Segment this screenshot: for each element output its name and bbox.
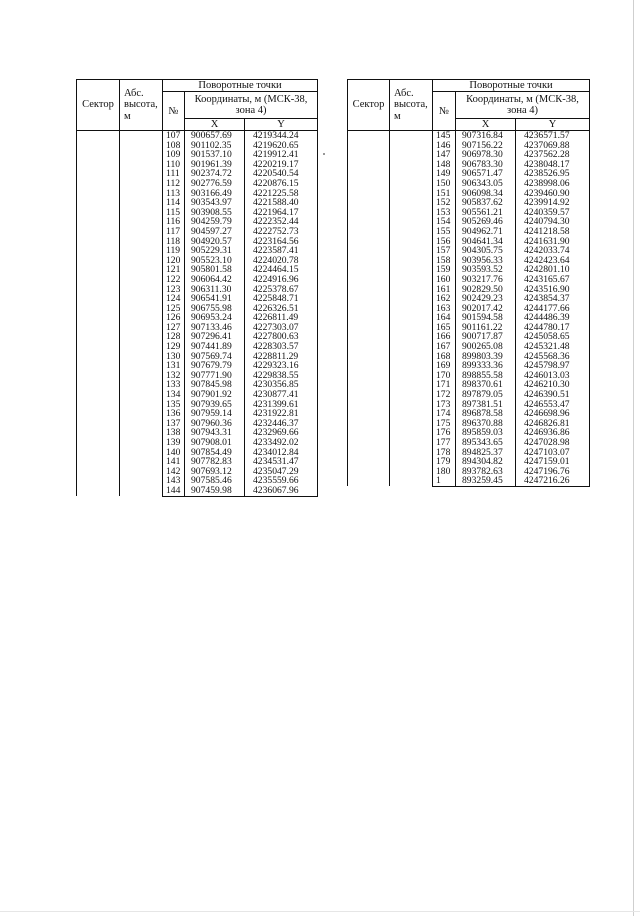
y-coord-cell: 4219620.65 (245, 141, 318, 151)
y-header: Y (245, 118, 318, 130)
point-number-cell: 111 (163, 169, 185, 179)
y-coord-cell: 4226326.51 (245, 304, 318, 314)
point-number-cell: 164 (433, 313, 456, 323)
x-coord-cell: 902374.72 (185, 169, 245, 179)
y-coord-cell: 4227800.63 (245, 332, 318, 342)
x-coord-cell: 893782.63 (456, 467, 516, 477)
y-coord-cell: 4221964.17 (245, 208, 318, 218)
point-number-cell: 175 (433, 419, 456, 429)
x-coord-cell: 907693.12 (185, 467, 245, 477)
y-coord-cell: 4239460.90 (516, 189, 590, 199)
point-number-cell: 162 (433, 294, 456, 304)
y-coord-cell: 4239914.92 (516, 198, 590, 208)
y-coord-cell: 4240794.30 (516, 217, 590, 227)
x-coord-cell: 901961.39 (185, 160, 245, 170)
point-number-cell: 133 (163, 380, 185, 390)
point-number-cell: 155 (433, 227, 456, 237)
point-number-cell: 144 (163, 486, 185, 496)
point-number-cell: 177 (433, 438, 456, 448)
x-coord-cell: 902017.42 (456, 304, 516, 314)
y-coord-cell: 4224464.15 (245, 265, 318, 275)
x-coord-cell: 907296.41 (185, 332, 245, 342)
point-number-cell: 148 (433, 160, 456, 170)
x-coord-cell: 902429.23 (456, 294, 516, 304)
point-number-cell: 1 (433, 476, 456, 486)
y-coord-cell: 4228303.57 (245, 342, 318, 352)
point-number-cell: 170 (433, 371, 456, 381)
x-coord-cell: 907854.49 (185, 448, 245, 458)
x-coord-cell: 905229.31 (185, 246, 245, 256)
x-coord-cell: 907441.89 (185, 342, 245, 352)
point-number-cell: 153 (433, 208, 456, 218)
sector-header: Сектор (348, 80, 390, 131)
y-coord-cell: 4220219.17 (245, 160, 318, 170)
y-coord-cell: 4221588.40 (245, 198, 318, 208)
sector-header: Сектор (77, 80, 120, 131)
y-coord-cell: 4243165.67 (516, 275, 590, 285)
page-edge (633, 0, 634, 916)
point-number-cell: 149 (433, 169, 456, 179)
point-number-cell: 169 (433, 361, 456, 371)
y-coord-cell: 4242423.64 (516, 256, 590, 266)
y-coord-cell: 4237562.28 (516, 150, 590, 160)
x-coord-cell: 905561.21 (456, 208, 516, 218)
point-number-cell: 166 (433, 332, 456, 342)
point-number-cell: 132 (163, 371, 185, 381)
table-body (77, 131, 318, 497)
x-coord-cell: 906064.42 (185, 275, 245, 285)
x-coord-cell: 906953.24 (185, 313, 245, 323)
x-coord-cell: 905801.58 (185, 265, 245, 275)
x-coord-cell: 894304.82 (456, 457, 516, 467)
x-coord-cell: 900657.69 (185, 131, 245, 141)
x-coord-cell: 901594.58 (456, 313, 516, 323)
x-coord-cell: 895859.03 (456, 428, 516, 438)
point-number-cell: 117 (163, 227, 185, 237)
y-coord-cell: 4222752.73 (245, 227, 318, 237)
y-coord-cell: 4246013.03 (516, 371, 590, 381)
x-coord-cell: 907569.74 (185, 352, 245, 362)
y-coord-cell: 4246210.30 (516, 380, 590, 390)
point-number-cell: 142 (163, 467, 185, 477)
x-coord-cell: 907771.90 (185, 371, 245, 381)
x-coord-cell: 907156.22 (456, 141, 516, 151)
point-number-cell: 128 (163, 332, 185, 342)
point-number-cell: 126 (163, 313, 185, 323)
number-header: № (433, 92, 456, 131)
y-coord-cell: 4247159.01 (516, 457, 590, 467)
x-coord-cell: 903908.55 (185, 208, 245, 218)
point-number-cell: 160 (433, 275, 456, 285)
x-coord-cell: 906343.05 (456, 179, 516, 189)
x-coord-cell: 893259.45 (456, 476, 516, 486)
y-coord-cell: 4244780.17 (516, 323, 590, 333)
page-edge (0, 911, 640, 912)
x-coord-cell: 904597.27 (185, 227, 245, 237)
y-coord-cell: 4225378.67 (245, 285, 318, 295)
point-number-cell: 138 (163, 428, 185, 438)
y-coord-cell: 4246390.51 (516, 390, 590, 400)
point-number-cell: 158 (433, 256, 456, 266)
point-number-cell: 113 (163, 189, 185, 199)
point-number-cell: 125 (163, 304, 185, 314)
point-number-cell: 109 (163, 150, 185, 160)
y-coord-cell: 4245798.97 (516, 361, 590, 371)
x-coord-cell: 896878.58 (456, 409, 516, 419)
point-number-cell: 172 (433, 390, 456, 400)
y-coord-cell: 4224916.96 (245, 275, 318, 285)
y-coord-cell: 4230356.85 (245, 380, 318, 390)
x-coord-cell: 906311.30 (185, 285, 245, 295)
x-coord-cell: 901102.35 (185, 141, 245, 151)
y-coord-cell: 4229838.55 (245, 371, 318, 381)
y-coord-cell: 4242033.74 (516, 246, 590, 256)
x-coord-cell: 904641.34 (456, 237, 516, 247)
point-number-cell: 119 (163, 246, 185, 256)
point-number-cell: 167 (433, 342, 456, 352)
x-coord-cell: 906978.30 (456, 150, 516, 160)
point-number-cell: 173 (433, 400, 456, 410)
point-number-cell: 176 (433, 428, 456, 438)
point-number-cell: 116 (163, 217, 185, 227)
y-coord-cell: 4238048.17 (516, 160, 590, 170)
x-coord-cell: 899333.36 (456, 361, 516, 371)
point-number-cell: 180 (433, 467, 456, 477)
x-coord-cell: 898855.58 (456, 371, 516, 381)
point-number-cell: 137 (163, 419, 185, 429)
x-coord-cell: 900717.87 (456, 332, 516, 342)
y-coord-cell: 4235559.66 (245, 476, 318, 486)
y-coord-cell: 4244486.39 (516, 313, 590, 323)
y-coord-cell: 4235047.29 (245, 467, 318, 477)
y-coord-cell: 4219344.24 (245, 131, 318, 141)
point-number-cell: 122 (163, 275, 185, 285)
y-coord-cell: 4246553.47 (516, 400, 590, 410)
y-coord-cell: 4224020.78 (245, 256, 318, 266)
y-coord-cell: 4247196.76 (516, 467, 590, 477)
y-coord-cell: 4246698.96 (516, 409, 590, 419)
x-coord-cell: 907939.65 (185, 400, 245, 410)
x-coord-cell: 901537.10 (185, 150, 245, 160)
x-coord-cell: 907943.31 (185, 428, 245, 438)
point-number-cell: 112 (163, 179, 185, 189)
y-coord-cell: 4236571.57 (516, 131, 590, 141)
point-number-cell: 152 (433, 198, 456, 208)
point-number-cell: 163 (433, 304, 456, 314)
point-number-cell: 150 (433, 179, 456, 189)
y-coord-cell: 4243516.90 (516, 285, 590, 295)
y-coord-cell: 4241218.58 (516, 227, 590, 237)
point-number-cell: 151 (433, 189, 456, 199)
x-coord-cell: 901161.22 (456, 323, 516, 333)
x-coord-cell: 906783.30 (456, 160, 516, 170)
y-coord-cell: 4226811.49 (245, 313, 318, 323)
x-coord-cell: 904920.57 (185, 237, 245, 247)
x-coord-cell: 898370.61 (456, 380, 516, 390)
point-number-cell: 135 (163, 400, 185, 410)
x-coord-cell: 905523.10 (185, 256, 245, 266)
point-number-cell: 146 (433, 141, 456, 151)
y-coord-cell: 4229323.16 (245, 361, 318, 371)
x-coord-cell: 897879.05 (456, 390, 516, 400)
x-coord-cell: 907960.36 (185, 419, 245, 429)
x-coord-cell: 899803.39 (456, 352, 516, 362)
x-coord-cell: 903956.33 (456, 256, 516, 266)
x-coord-cell: 907679.79 (185, 361, 245, 371)
point-number-cell: 120 (163, 256, 185, 266)
x-coord-cell: 900265.08 (456, 342, 516, 352)
y-coord-cell: 4237069.88 (516, 141, 590, 151)
abs-height-cell (120, 131, 163, 497)
y-coord-cell: 4222352.44 (245, 217, 318, 227)
point-number-cell: 129 (163, 342, 185, 352)
point-number-cell: 115 (163, 208, 185, 218)
y-coord-cell: 4227303.07 (245, 323, 318, 333)
point-number-cell: 134 (163, 390, 185, 400)
y-coord-cell: 4242801.10 (516, 265, 590, 275)
point-number-cell: 165 (433, 323, 456, 333)
y-coord-cell: 4234531.47 (245, 457, 318, 467)
x-coord-cell: 907901.92 (185, 390, 245, 400)
point-number-cell: 110 (163, 160, 185, 170)
coords-header: Координаты, м (МСК-38, зона 4) (185, 92, 318, 118)
point-number-cell: 159 (433, 265, 456, 275)
point-number-cell: 121 (163, 265, 185, 275)
x-coord-cell: 907908.01 (185, 438, 245, 448)
y-coord-cell: 4233492.02 (245, 438, 318, 448)
x-coord-cell: 907585.46 (185, 476, 245, 486)
y-coord-cell: 4245321.48 (516, 342, 590, 352)
y-coord-cell: 4220540.54 (245, 169, 318, 179)
x-coord-cell: 903593.52 (456, 265, 516, 275)
y-coord-cell: 4247028.98 (516, 438, 590, 448)
y-coord-cell: 4232969.66 (245, 428, 318, 438)
x-coord-cell: 905837.62 (456, 198, 516, 208)
x-coord-cell: 906755.98 (185, 304, 245, 314)
point-number-cell: 174 (433, 409, 456, 419)
y-coord-cell: 4236067.96 (245, 486, 318, 496)
point-number-cell: 123 (163, 285, 185, 295)
x-coord-cell: 904305.75 (456, 246, 516, 256)
y-coord-cell: 4230877.41 (245, 390, 318, 400)
y-coord-cell: 4225848.71 (245, 294, 318, 304)
x-coord-cell: 907782.83 (185, 457, 245, 467)
y-coord-cell: 4246826.81 (516, 419, 590, 429)
x-coord-cell: 907459.98 (185, 486, 245, 496)
point-number-cell: 130 (163, 352, 185, 362)
x-header: X (456, 118, 516, 130)
y-coord-cell: 4245568.36 (516, 352, 590, 362)
x-coord-cell: 907133.46 (185, 323, 245, 333)
y-header: Y (516, 118, 590, 130)
point-number-cell: 154 (433, 217, 456, 227)
y-coord-cell: 4240359.57 (516, 208, 590, 218)
coordinates-table-left (76, 79, 318, 497)
y-coord-cell: 4246936.86 (516, 428, 590, 438)
turning-points-header: Поворотные точки (163, 80, 318, 92)
sector-cell (348, 131, 390, 487)
point-number-cell: 171 (433, 380, 456, 390)
point-number-cell: 139 (163, 438, 185, 448)
point-number-cell: 161 (433, 285, 456, 295)
y-coord-cell: 4231922.81 (245, 409, 318, 419)
y-coord-cell: 4223164.56 (245, 237, 318, 247)
y-coord-cell: 4238998.06 (516, 179, 590, 189)
y-coord-cell: 4247216.26 (516, 476, 590, 486)
x-coord-cell: 902829.50 (456, 285, 516, 295)
x-coord-cell: 907316.84 (456, 131, 516, 141)
x-coord-cell: 903166.49 (185, 189, 245, 199)
abs-height-header: Абс. высота, м (120, 80, 163, 131)
turning-points-header: Поворотные точки (433, 80, 590, 92)
point-number-cell: 124 (163, 294, 185, 304)
y-coord-cell: 4243854.37 (516, 294, 590, 304)
y-coord-cell: 4244177.66 (516, 304, 590, 314)
point-number-cell: 140 (163, 448, 185, 458)
y-coord-cell: 4234012.84 (245, 448, 318, 458)
coords-header: Координаты, м (МСК-38, зона 4) (456, 92, 590, 118)
sector-cell (77, 131, 120, 497)
point-number-cell: 127 (163, 323, 185, 333)
abs-height-header: Абс. высота, м (390, 80, 433, 131)
x-coord-cell: 903217.76 (456, 275, 516, 285)
point-number-cell: 141 (163, 457, 185, 467)
abs-height-cell (390, 131, 433, 487)
point-number-cell: 136 (163, 409, 185, 419)
point-number-cell: 156 (433, 237, 456, 247)
x-coord-cell: 904962.71 (456, 227, 516, 237)
x-coord-cell: 902776.59 (185, 179, 245, 189)
y-coord-cell: 4238526.95 (516, 169, 590, 179)
y-coord-cell: 4219912.41 (245, 150, 318, 160)
x-coord-cell: 894825.37 (456, 448, 516, 458)
y-coord-cell: 4231399.61 (245, 400, 318, 410)
x-coord-cell: 896370.88 (456, 419, 516, 429)
x-coord-cell: 907845.98 (185, 380, 245, 390)
point-number-cell: 131 (163, 361, 185, 371)
point-number-cell: 118 (163, 237, 185, 247)
x-coord-cell: 903543.97 (185, 198, 245, 208)
x-coord-cell: 895343.65 (456, 438, 516, 448)
point-number-cell: 179 (433, 457, 456, 467)
x-coord-cell: 906571.47 (456, 169, 516, 179)
y-coord-cell: 4221225.58 (245, 189, 318, 199)
y-coord-cell: 4228811.29 (245, 352, 318, 362)
x-coord-cell: 906098.34 (456, 189, 516, 199)
x-coord-cell: 907959.14 (185, 409, 245, 419)
point-number-cell: 157 (433, 246, 456, 256)
y-coord-cell: 4223587.41 (245, 246, 318, 256)
x-header: X (185, 118, 245, 130)
y-coord-cell: 4220876.15 (245, 179, 318, 189)
point-number-cell: 107 (163, 131, 185, 141)
coordinates-table-right (347, 79, 590, 487)
y-coord-cell: 4241631.90 (516, 237, 590, 247)
x-coord-cell: 897381.51 (456, 400, 516, 410)
point-number-cell: 145 (433, 131, 456, 141)
y-coord-cell: 4247103.07 (516, 448, 590, 458)
y-coord-cell: 4232446.37 (245, 419, 318, 429)
y-coord-cell: 4245058.65 (516, 332, 590, 342)
point-number-cell: 147 (433, 150, 456, 160)
point-number-cell: 143 (163, 476, 185, 486)
x-coord-cell: 904259.79 (185, 217, 245, 227)
scan-speck (323, 153, 325, 155)
table-body (348, 131, 590, 487)
point-number-cell: 168 (433, 352, 456, 362)
x-coord-cell: 906541.91 (185, 294, 245, 304)
point-number-cell: 108 (163, 141, 185, 151)
number-header: № (163, 92, 185, 131)
point-number-cell: 114 (163, 198, 185, 208)
x-coord-cell: 905269.46 (456, 217, 516, 227)
point-number-cell: 178 (433, 448, 456, 458)
